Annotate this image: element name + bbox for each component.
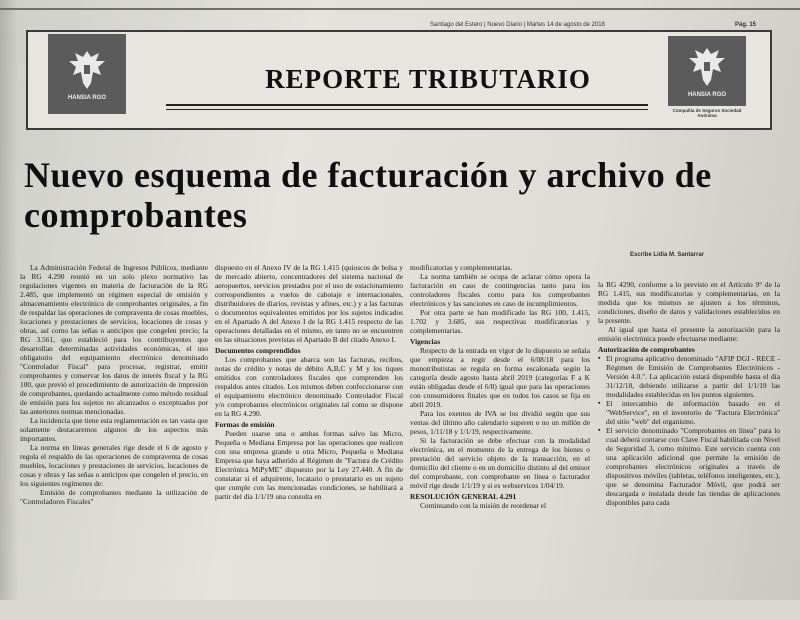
eagle-logo-right <box>668 36 746 106</box>
subheading: Documentos comprendidos <box>215 346 301 355</box>
paragraph: El intercambio de información basado en el "WebService", en el inventorio de "Factura Electrónica" del sitio "web" del organismo. <box>606 399 780 426</box>
paragraph: modificatorias y complementarias. <box>410 263 513 272</box>
title-rule-thin <box>166 109 648 110</box>
section-masthead <box>26 30 772 130</box>
paragraph: El programa aplicativo denominado "AFIP DGI - RECE - Régimen de Emisión de Comprobantes Electrónicos - Versión 4.0.". La aplicación estará disponible hasta el día 31/12/18, debiendo utilizarse a partir del 1/1/19 las modalidades establecidas en los puntos siguientes. <box>606 354 780 399</box>
paragraph: La incidencia que tiene esta reglamentación es tan vasta que solamente destacaremos algunos de los aspectos más importantes. <box>20 416 208 443</box>
paragraph: Para los exentos de IVA se los dividió según que sus ventas del último año calendario superen o no un millón de pesos, 1/11/18 y 1/1/19, respectivamente. <box>410 409 590 436</box>
subheading: RESOLUCIÓN GENERAL 4.291 <box>410 492 517 501</box>
list-item <box>598 399 780 426</box>
bullet-icon: ▪ <box>598 399 601 407</box>
paragraph: El servicio denominado "Comprobantes en línea" para lo cual deberá contarse con Clave Fiscal habilitada con Nivel de Seguridad 3, como mínimo. Este servicio cuenta con una aplicación adicional que permite la emisión de comprobantes electrónicos originales a través de dispositivos móviles (tabletas, teléfonos inteligentes, etc.), que se denomina Facturador Móvil, que podrá ser descargada e instalada desde las tiendas de aplicaciones disponibles para cada <box>606 426 780 507</box>
bullet-icon: ▪ <box>598 354 601 362</box>
paragraph: La Administración Federal de Ingresos Públicos, mediante la RG 4.290 reunió en un solo plexo normativo las regulaciones vigentes en materia de facturación de la RG 2.485, que implementó un régimen especial de emisión y almacenamiento electrónico de comprobantes originales, a fin de respaldar las operaciones de compraventa de cosas muebles, locaciones y prestaciones de servicios, locaciones de cosas y obras, así como las señas o anticipos que congelen precio; la RG 3.561, que estableció para los contribuyentes que desarrollan determinadas actividades económicas, el uso obligatorio del equipamiento electrónico denominado "Controlador Fiscal" para procesar, registrar, emitir comprobantes y conservar los datos de interés fiscal y la RG 100, que previó el procedimiento de autorización de impresión de comprobantes, quedando actualmente como método residual de emisión para los sujetos no alcanzados o exceptuados por las anteriores normas mencionadas. <box>20 263 208 416</box>
subheading: Autorización de comprobantes <box>598 345 695 354</box>
right-logo-caption: Compañía de Seguros Sociedad Anónima <box>672 108 742 118</box>
logo-right-text: HANSIA RGO <box>687 92 727 98</box>
subheading: Formas de emisión <box>215 420 275 429</box>
eagle-icon <box>65 47 109 93</box>
bullet-icon: ▪ <box>598 426 601 434</box>
article-byline: Escribe Lidia M. Santarrar <box>630 252 705 258</box>
paragraph: La norma también se ocupa de aclarar cómo opera la facturación en caso de contingencias tanto para los controladores fiscales como para los comprobantes electrónicos y las sanciones en caso de incumplimientos. <box>410 272 590 308</box>
eagle-icon <box>685 44 729 90</box>
section-title: REPORTE TRIBUTARIO <box>265 64 591 94</box>
article-column-4 <box>598 280 780 620</box>
paragraph: Al igual que hasta el presente la autorización para la emisión electrónica puede efectuarse mediante: <box>598 325 780 343</box>
paragraph: Emisión de comprobantes mediante la utilización de "Controladores Fiscales" <box>20 488 208 506</box>
title-rule-thick <box>166 104 648 106</box>
paragraph: Los comprobantes que abarca son las facturas, recibos, notas de crédito y notas de débito A,B,C y M y los tiques emitidos con controladores fiscales que comprenden los respaldos antes citados. Los mismos deben confeccionarse con el equipamiento electrónico denominado Controlador Fiscal y/o comprobantes electrónicos originales tal como se dispone en la RG 4.290. <box>215 355 403 418</box>
article-column-1 <box>20 263 208 603</box>
paragraph: Respecto de la entrada en vigor de lo dispuesto se señala que empieza a regir desde el 6/08/18 para los monotributistas se regula en forma escalonada según la categoría desde agosto hasta abril 2019 (categorías F a K están obligadas desde el 6/8) igual que para las operaciones con consumidores finales que en todos los casos se fija en abril 2019. <box>410 346 590 409</box>
list-item <box>598 426 780 507</box>
article-column-3 <box>410 263 590 603</box>
page-shadow <box>0 0 18 600</box>
article-headline: Nuevo esquema de facturación y archivo de comprobantes <box>24 155 712 235</box>
logo-left-text: HANSIA RGO <box>67 95 107 101</box>
paragraph: Si la facturación se debe efectuar con la modalidad electrónica, en el momento de la entrega de los bienes o prestación del servicio objeto de la transacción, en el domicilio del cliente o en un domicilio distinto al del emisor del comprobante, con comprobante en línea o facturador móvil rige desde 1/1/19 y si es webservices 1/04/19. <box>410 436 590 490</box>
article-column-2 <box>215 263 403 603</box>
subheading: Vigencias <box>410 337 441 346</box>
paragraph: la RG 4290, conforme a lo previsto en el Artículo 9° de la RG 1.415, sus modificatorias y complementarias, en la medida que los mismos se ajusten a los términos, condiciones, diseño de datos y validaciones establecidos en la presente. <box>598 280 780 325</box>
paragraph: Continuando con la misión de reordenar el <box>420 501 547 510</box>
paragraph: Pueden usarse una o ambas formas salvo las Micro, Pequeña o Mediana Empresa por las operaciones que realicen con una empresa grande u otra Micro, Pequeña o Mediana Empresa que haya adherido al Régimen de "Factura de Crédito Electrónica MiPyME" dispuesto por la Ley 27.440. A fin de constatar si el adquirente, locatario o prestatario es un sujeto que cumple con las mencionadas condiciones, se habilitará a partir del día 1/1/19 una consulta en <box>215 429 403 501</box>
eagle-logo-left <box>48 34 126 114</box>
page-number: Pág. 15 <box>735 22 757 28</box>
list-item <box>598 354 780 399</box>
issue-line: Santiago del Estero | Nuevo Diario | Martes 14 de agosto de 2018 <box>430 22 605 28</box>
top-rule <box>0 8 800 10</box>
paragraph: dispuesto en el Anexo IV de la RG 1.415 (quioscos de bolsa y de mercado abierto, concentradores del sistema nacional de aeropuertos, servicios prestados por el uso de estacionamiento correspondientes a vuelos de cabotaje e internacionales, distribuidores de diarios, revistas y afines, etc.) y a las facturas o documentos equivalentes emitidos por los sujetos indicados en el Apartado A del Anexo I de la RG 1.415 respecto de las operaciones detalladas en el mismo, en tanto no se encuentren en las situaciones previstas el Apartado B del citado Anexo I. <box>215 263 403 344</box>
paragraph: La norma en líneas generales rige desde el 6 de agosto y regula el respaldo de las operaciones de compraventa de cosas muebles, locaciones y prestaciones de servicios, locaciones de cosas y obras y las señas o anticipos que congelen el precio, en los siguientes regímenes de: <box>20 443 208 488</box>
paragraph: Por otra parte se han modificado las RG 100, 1.415, 1.702 y 3.685, sus respectivas modificatorias y complementarias. <box>410 308 590 335</box>
